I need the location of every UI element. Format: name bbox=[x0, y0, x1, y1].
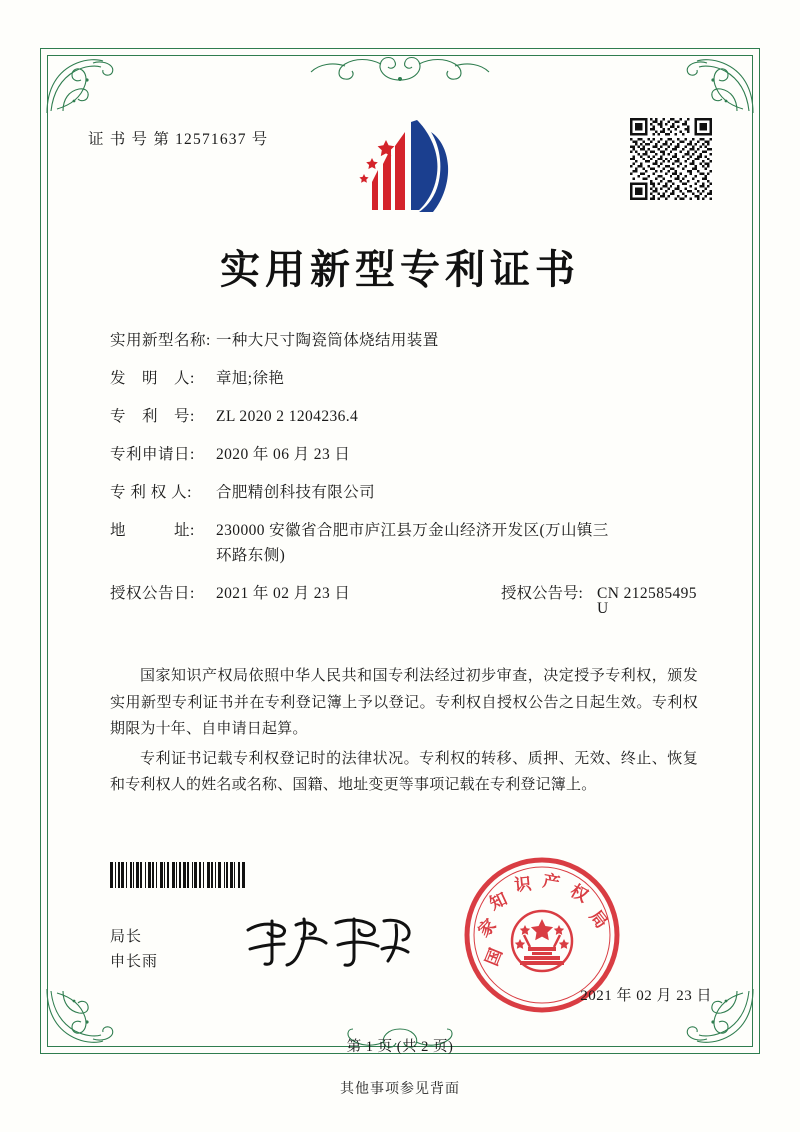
barcode bbox=[110, 862, 315, 888]
field-label-grant-number: 授权公告号: bbox=[501, 584, 583, 602]
svg-text:国: 国 bbox=[482, 945, 508, 969]
field-label-grant-date: 授权公告日: bbox=[110, 584, 195, 602]
top-center-ornament-icon bbox=[285, 46, 515, 84]
field-label: 专 利 权 人: bbox=[110, 484, 192, 501]
handwritten-signature-icon bbox=[238, 905, 418, 975]
address-line-2: 环路东侧) bbox=[216, 546, 286, 564]
field-value: ZL 2020 2 1204236.4 bbox=[216, 408, 359, 425]
signature-role: 局长 bbox=[110, 929, 143, 945]
field-label: 地 址: bbox=[110, 522, 195, 539]
svg-text:局: 局 bbox=[585, 906, 612, 933]
field-label: 实用新型名称: bbox=[110, 332, 211, 349]
signature-name: 申长雨 bbox=[110, 954, 159, 970]
paragraph: 国家知识产权局依照中华人民共和国专利法经过初步审查，决定授予专利权，颁发实用新型专利证书并在专利登记簿上予以登记。专利权自授权公告之日起生效。专利权期限为十年、自申请日起算。 bbox=[110, 668, 698, 737]
field-label: 专 利 号: bbox=[110, 408, 195, 425]
field-value: 2020 年 06 月 23 日 bbox=[216, 446, 351, 463]
field-row bbox=[110, 447, 700, 463]
page-title: 实用新型专利证书 bbox=[220, 246, 580, 293]
field-value: 合肥精创科技有限公司 bbox=[216, 484, 376, 501]
svg-text:产: 产 bbox=[541, 871, 562, 894]
field-row-grant bbox=[110, 586, 700, 617]
field-row bbox=[110, 333, 700, 349]
cnipa-logo-icon bbox=[345, 112, 465, 222]
field-value: 一种大尺寸陶瓷筒体烧结用装置 bbox=[216, 332, 439, 349]
svg-text:家: 家 bbox=[474, 915, 501, 942]
corner-ornament-icon bbox=[681, 49, 759, 119]
svg-text:识: 识 bbox=[513, 874, 533, 896]
field-row bbox=[110, 409, 700, 425]
qr-code-icon bbox=[630, 118, 712, 200]
field-value bbox=[216, 523, 700, 563]
field-row bbox=[110, 371, 700, 387]
certificate-number: 证 书 号 第 12571637 号 bbox=[88, 131, 269, 148]
field-row bbox=[110, 485, 700, 501]
field-label: 发 明 人: bbox=[110, 370, 195, 387]
field-row-address bbox=[110, 523, 700, 563]
legal-text bbox=[110, 663, 698, 802]
svg-text:知: 知 bbox=[486, 889, 511, 915]
field-label: 专利申请日: bbox=[110, 446, 195, 463]
page-number: 第 1 页 (共 2 页) bbox=[346, 1039, 454, 1055]
svg-text:权: 权 bbox=[566, 881, 592, 907]
field-list bbox=[110, 333, 700, 639]
field-value: 章旭;徐艳 bbox=[216, 370, 285, 387]
field-value-grant-number: CN 212585495 U bbox=[597, 584, 697, 617]
paragraph: 专利证书记载专利权登记时的法律状况。专利权的转移、质押、无效、终止、恢复和专利权人的姓名或名称、国籍、地址变更等事项记载在专利登记簿上。 bbox=[110, 750, 698, 793]
seal-date: 2021 年 02 月 23 日 bbox=[580, 988, 712, 1004]
corner-ornament-icon bbox=[41, 49, 119, 119]
signature-block bbox=[110, 925, 158, 975]
address-line-1: 230000 安徽省合肥市庐江县万金山经济开发区(万山镇三 bbox=[216, 522, 609, 539]
field-value-grant-date: 2021 年 02 月 23 日 bbox=[216, 584, 351, 602]
footer-note: 其他事项参见背面 bbox=[340, 1082, 460, 1097]
